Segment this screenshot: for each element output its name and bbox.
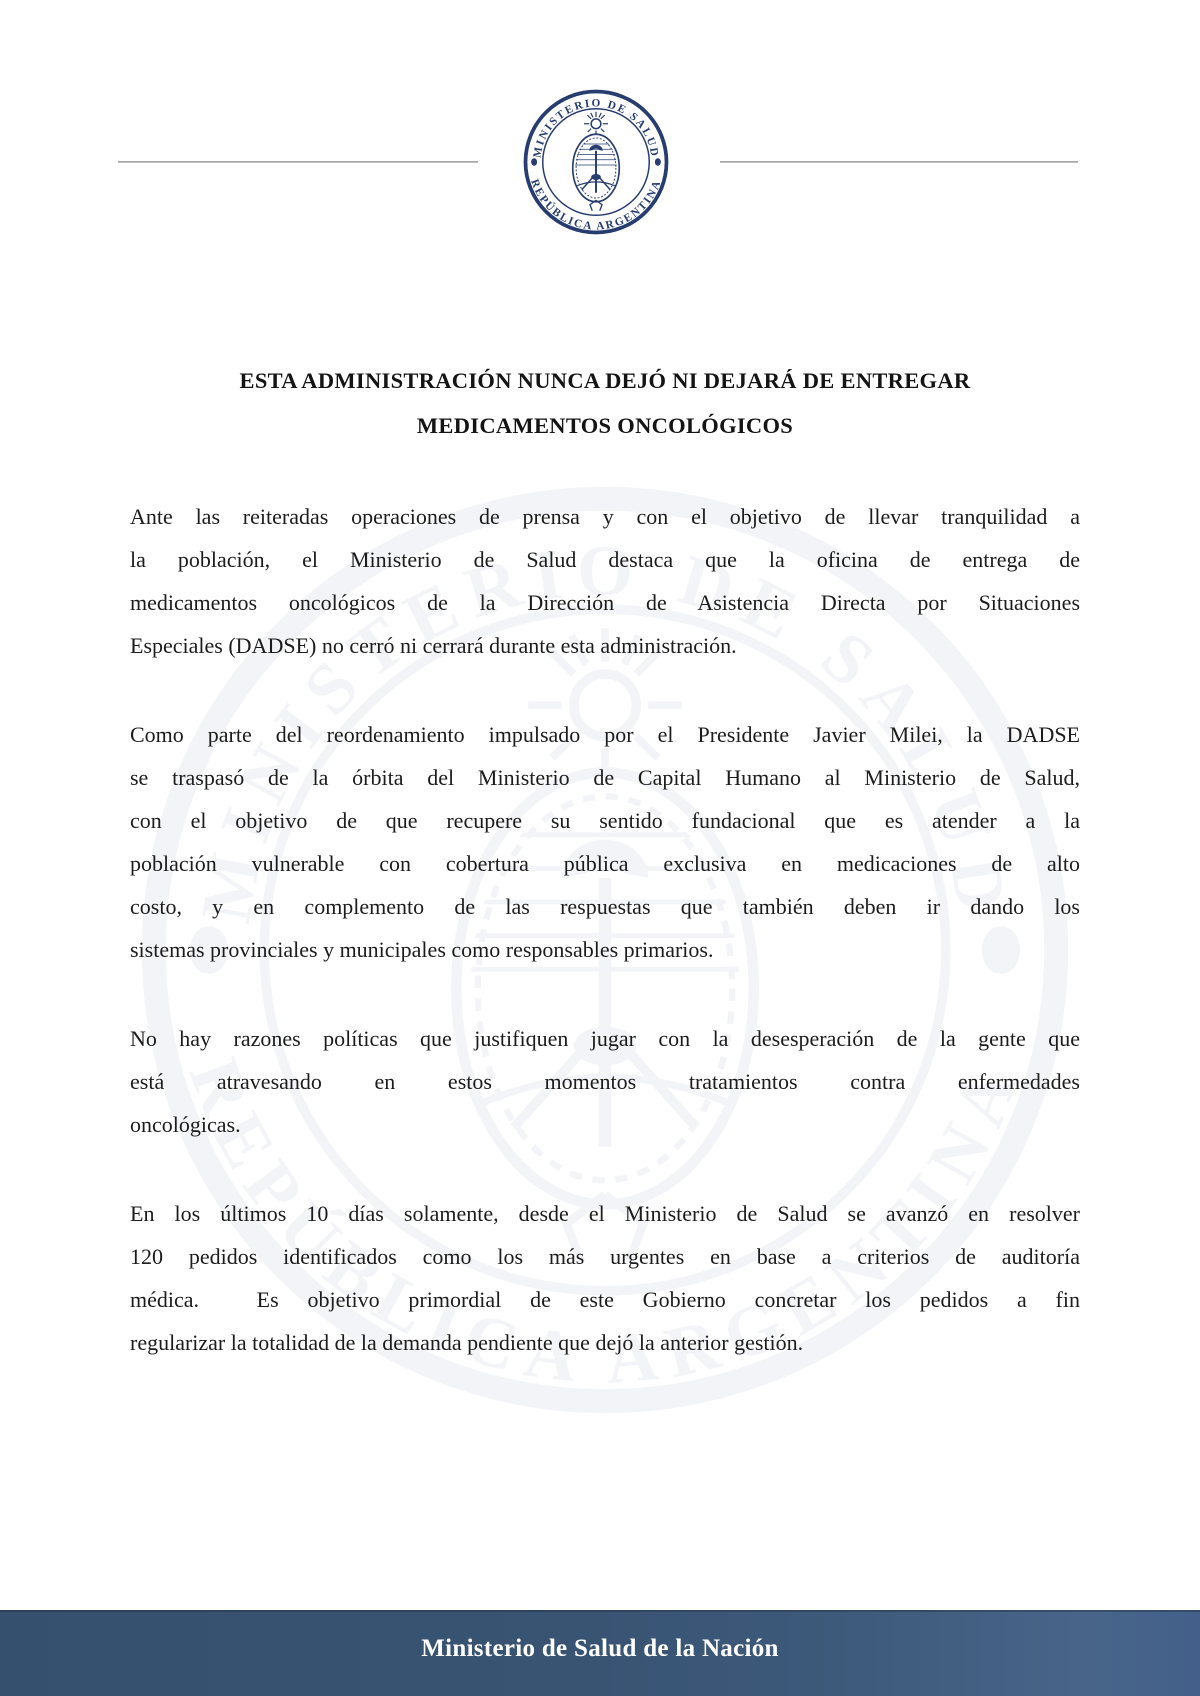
paragraph-line: sistemas provinciales y municipales como responsables primarios. <box>130 937 714 962</box>
paragraph-line: está atravesando en estos momentos tratamientos contra enfermedades <box>130 1069 1080 1094</box>
paragraph-line: población vulnerable con cobertura pública exclusiva en medicaciones de alto <box>130 851 1080 876</box>
header-rule-left <box>118 161 478 163</box>
body-paragraph <box>130 1192 1080 1364</box>
page-title <box>130 358 1080 448</box>
title-line-1: ESTA ADMINISTRACIÓN NUNCA DEJÓ NI DEJARÁ DE ENTREGAR <box>239 368 971 393</box>
footer-title: Ministerio de Salud de la Nación <box>421 1635 779 1662</box>
ministry-seal-logo <box>521 87 671 237</box>
paragraph-line: regularizar la totalidad de la demanda pendiente que dejó la anterior gestión. <box>130 1330 804 1355</box>
paragraph-line: En los últimos 10 días solamente, desde el Ministerio de Salud se avanzó en resolver <box>130 1201 1080 1226</box>
paragraph-line: Especiales (DADSE) no cerró ni cerrará durante esta administración. <box>130 633 737 658</box>
paragraph-line: se traspasó de la órbita del Ministerio de Capital Humano al Ministerio de Salud, <box>130 765 1080 790</box>
body-paragraph <box>130 495 1080 667</box>
document-body <box>130 495 1080 1410</box>
paragraph-line: Ante las reiteradas operaciones de prensa y con el objetivo de llevar tranquilidad a <box>130 504 1080 529</box>
title-line-2: MEDICAMENTOS ONCOLÓGICOS <box>416 413 794 438</box>
body-paragraph <box>130 1017 1080 1146</box>
paragraph-line: Como parte del reordenamiento impulsado por el Presidente Javier Milei, la DADSE <box>130 722 1080 747</box>
paragraph-line: medicamentos oncológicos de la Dirección de Asistencia Directa por Situaciones <box>130 590 1080 615</box>
paragraph-line: No hay razones políticas que justifiquen jugar con la desesperación de la gente que <box>130 1026 1080 1051</box>
paragraph-line: con el objetivo de que recupere su sentido fundacional que es atender a la <box>130 808 1080 833</box>
paragraph-line: costo, y en complemento de las respuestas que también deben ir dando los <box>130 894 1080 919</box>
paragraph-line: 120 pedidos identificados como los más urgentes en base a criterios de auditoría <box>130 1244 1080 1269</box>
footer-bar <box>0 1610 1200 1696</box>
paragraph-line: la población, el Ministerio de Salud destaca que la oficina de entrega de <box>130 547 1080 572</box>
paragraph-line: oncológicas. <box>130 1112 241 1137</box>
body-paragraph <box>130 713 1080 971</box>
header-rule-right <box>720 161 1078 163</box>
paragraph-line: médica. Es objetivo primordial de este Gobierno concretar los pedidos a fin <box>130 1287 1080 1312</box>
